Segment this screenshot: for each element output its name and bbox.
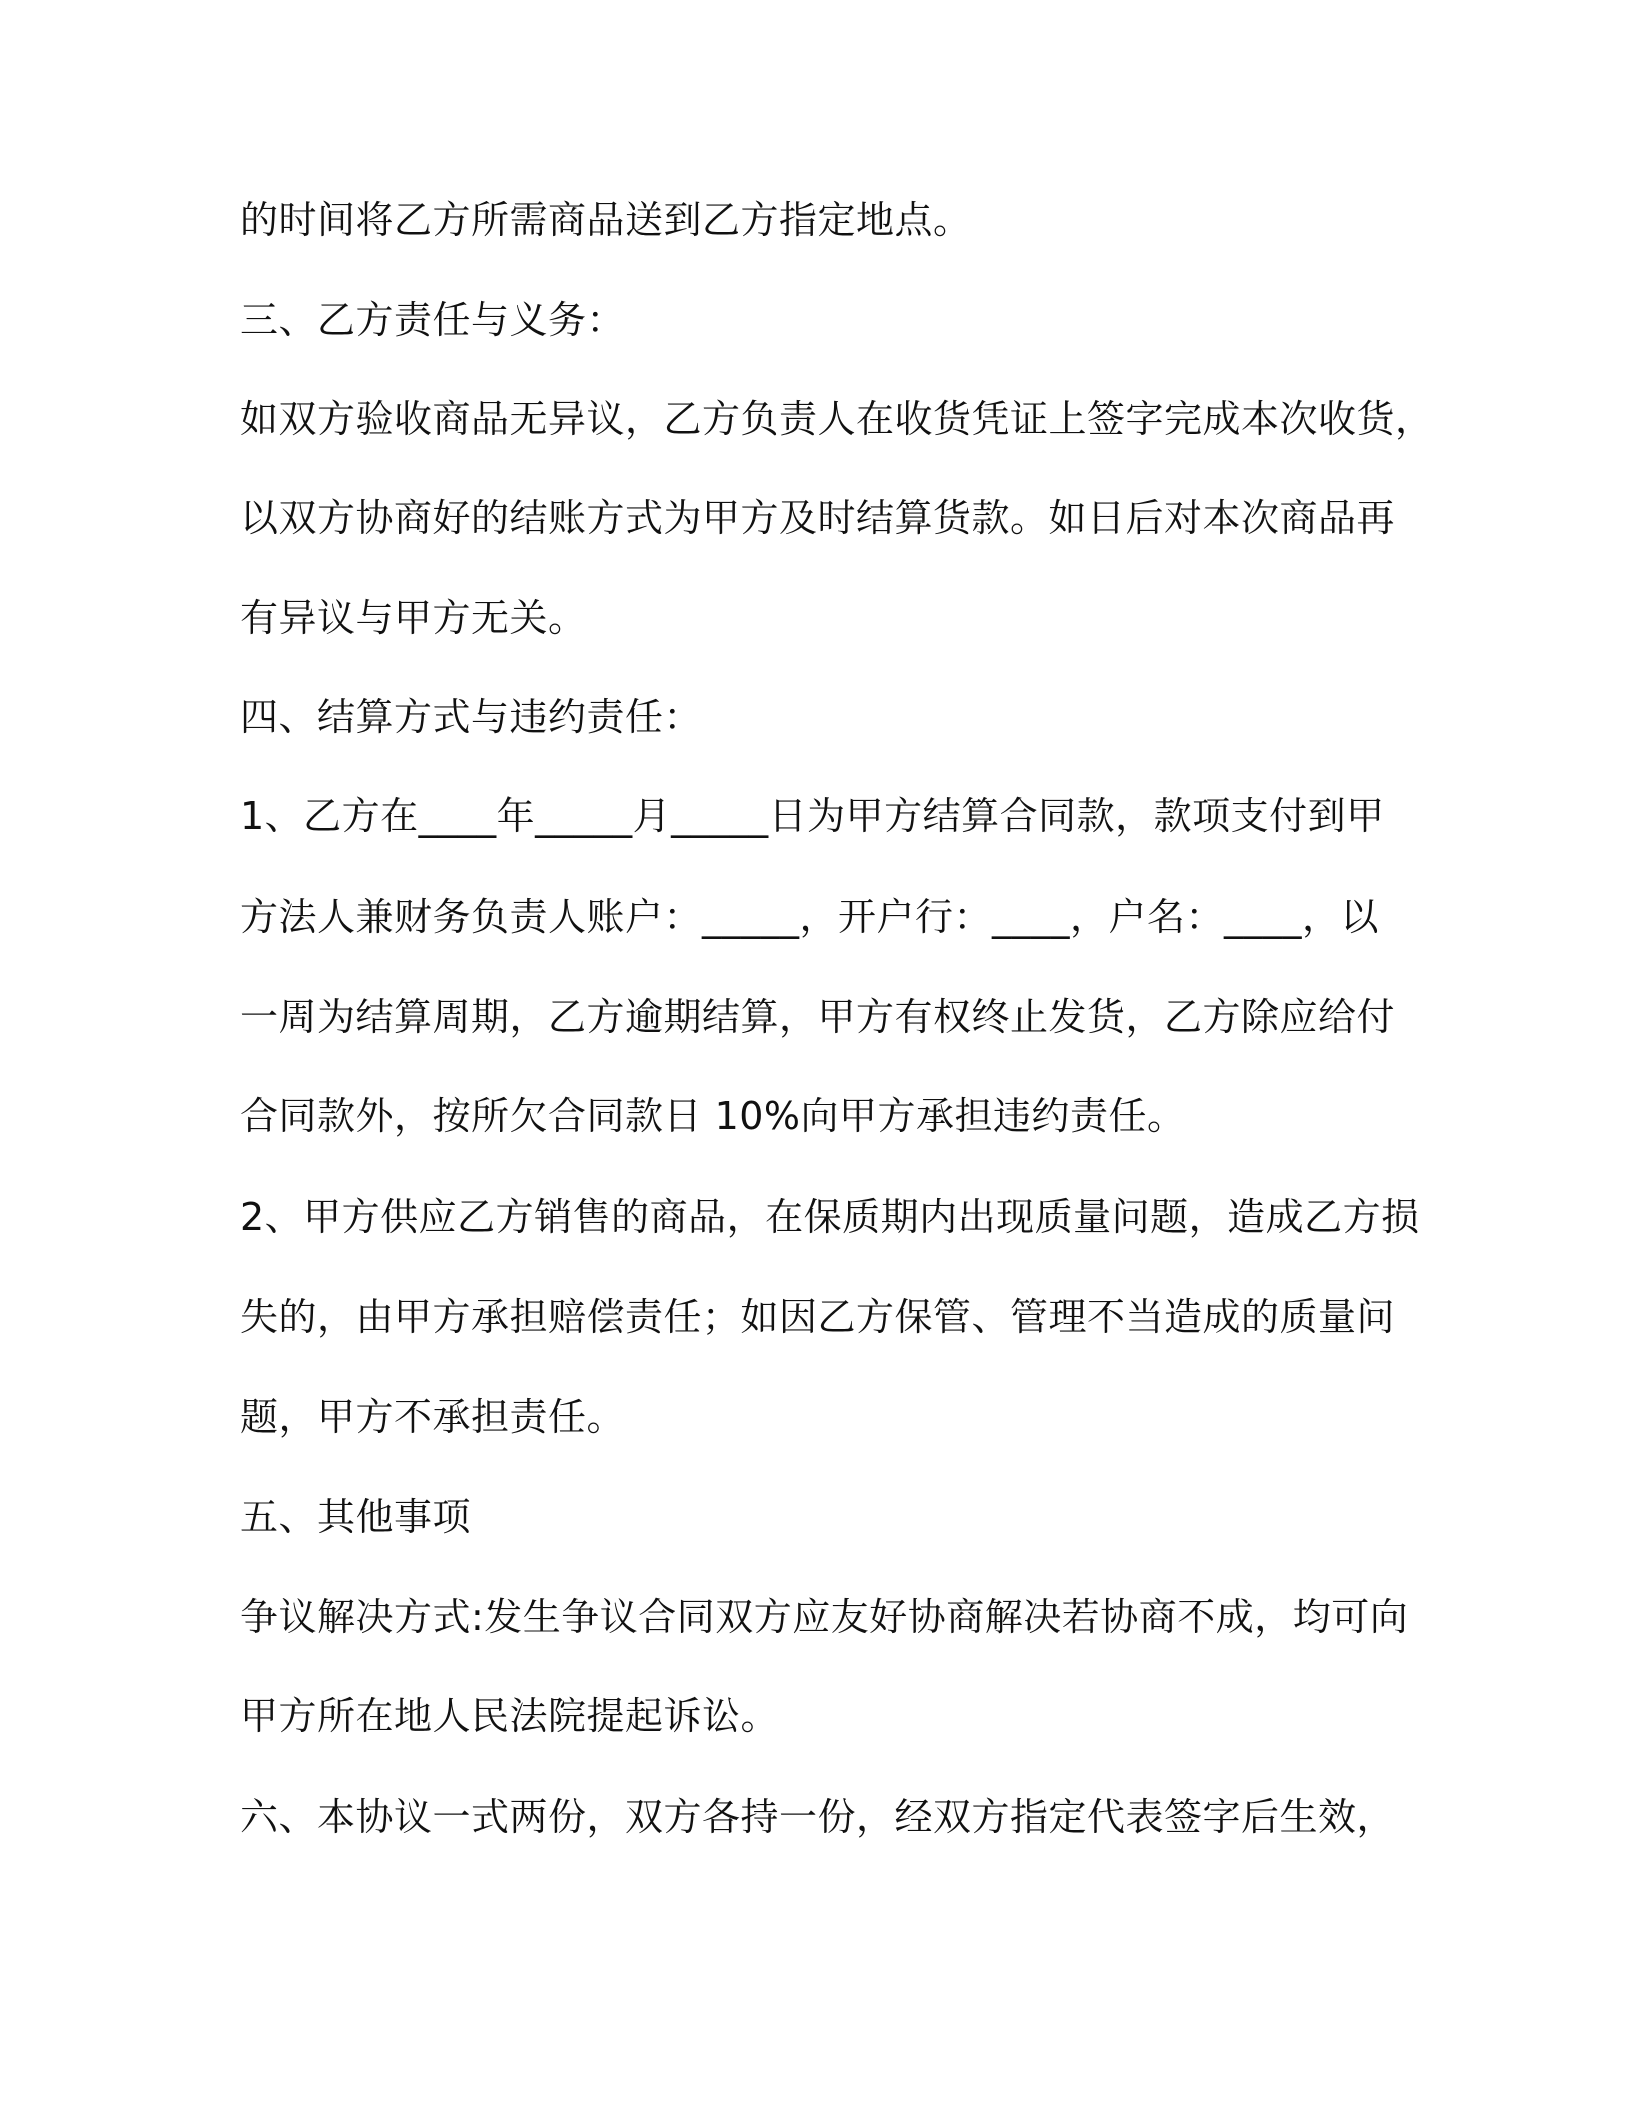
text-line: 合同款外，按所欠合同款日 10%向甲方承担违约责任。	[240, 1094, 1186, 1138]
text-line: 一周为结算周期，乙方逾期结算，甲方有权终止发货，乙方除应给付	[240, 995, 1396, 1039]
text-line: 题，甲方不承担责任。	[240, 1395, 626, 1439]
section-heading-6: 六、本协议一式两份，双方各持一份，经双方指定代表签字后生效，	[240, 1795, 1396, 1839]
text-line: 如双方验收商品无异议，乙方负责人在收货凭证上签字完成本次收货，	[240, 397, 1434, 441]
text-line: 方法人兼财务负责人账户：_____，开户行：____，户名：____，以	[240, 895, 1380, 939]
section-heading-4: 四、结算方式与违约责任：	[240, 695, 703, 739]
section-heading-5: 五、其他事项	[240, 1495, 472, 1539]
section-heading-3: 三、乙方责任与义务：	[240, 298, 626, 342]
text-line: 有异议与甲方无关。	[240, 596, 587, 640]
text-line: 1、乙方在____年_____月_____日为甲方结算合同款，款项支付到甲	[240, 794, 1385, 838]
text-line: 失的，由甲方承担赔偿责任；如因乙方保管、管理不当造成的质量问	[240, 1295, 1396, 1339]
text-line: 争议解决方式:发生争议合同双方应友好协商解决若协商不成，均可向	[240, 1595, 1409, 1639]
text-line: 以双方协商好的结账方式为甲方及时结算货款。如日后对本次商品再	[240, 496, 1396, 540]
text-line: 2、甲方供应乙方销售的商品，在保质期内出现质量问题，造成乙方损	[240, 1195, 1420, 1239]
text-line: 甲方所在地人民法院提起诉讼。	[240, 1694, 780, 1738]
text-line: 的时间将乙方所需商品送到乙方指定地点。	[240, 198, 972, 242]
